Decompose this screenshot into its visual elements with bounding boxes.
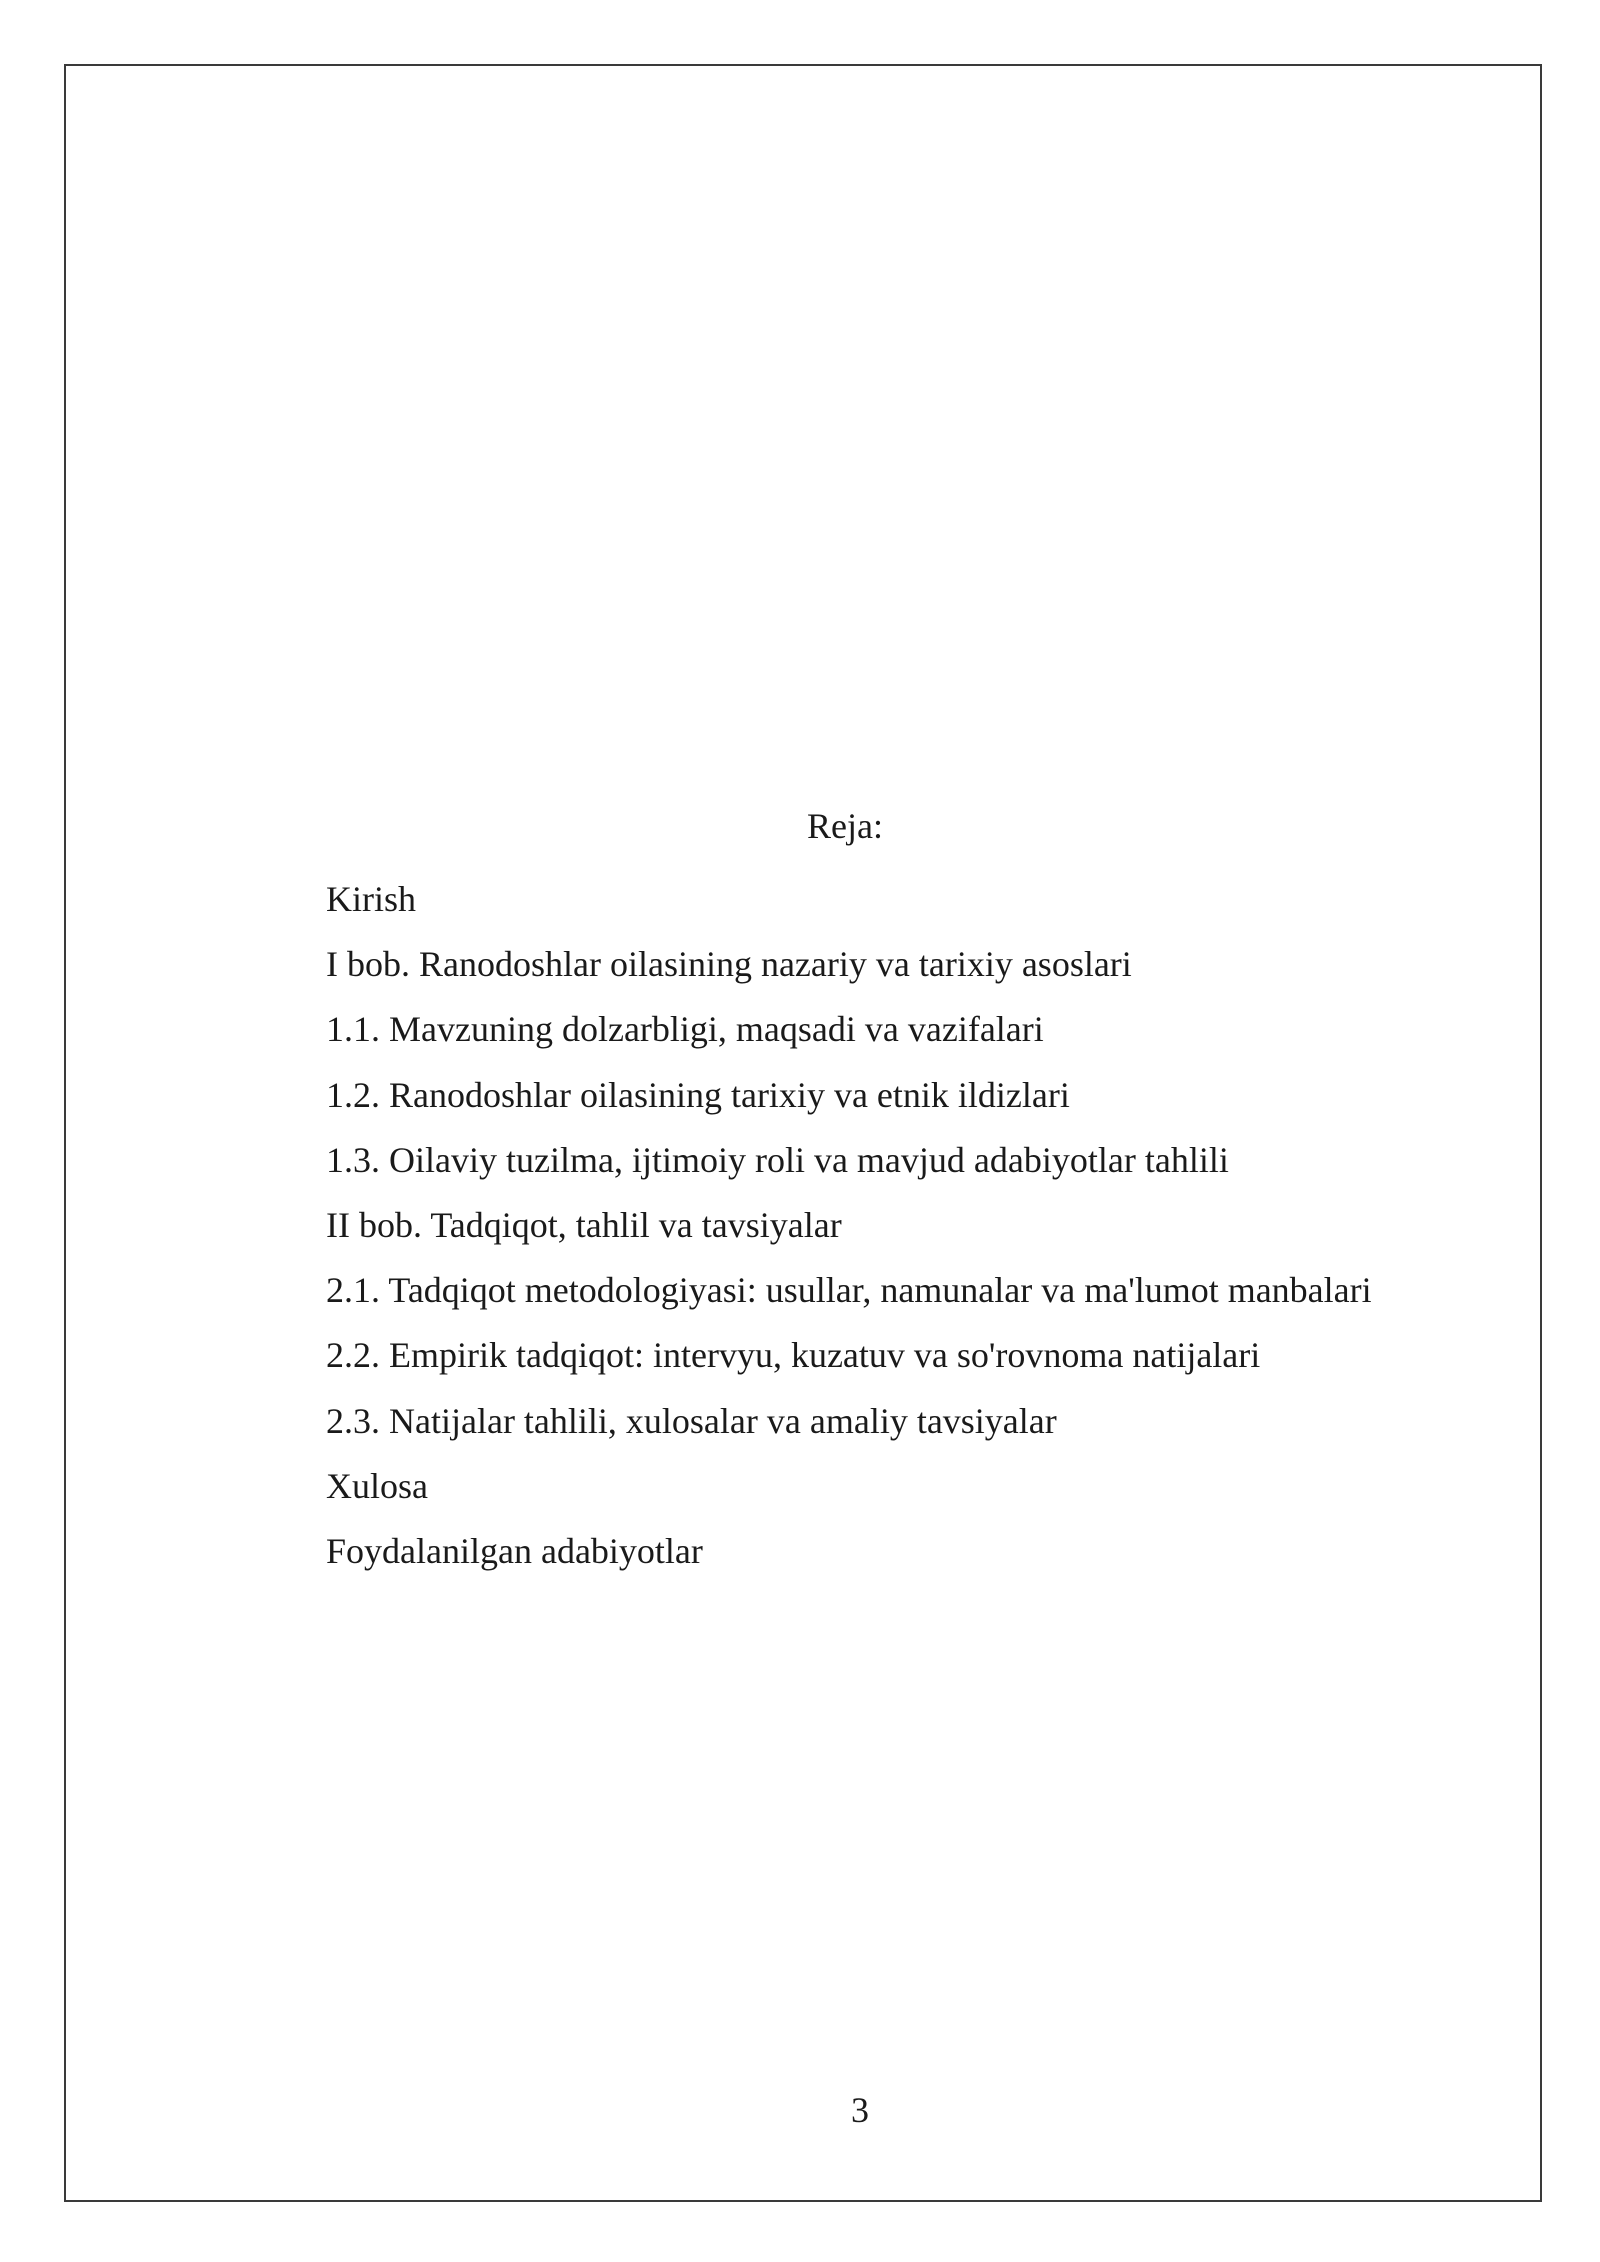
toc-item-references: Foydalanilgan adabiyotlar [326, 1531, 703, 1572]
page-number: 3 [851, 2090, 869, 2130]
toc-item-1-3: 1.3. Oilaviy tuzilma, ijtimoiy roli va mavjud adabiyotlar tahlili [326, 1139, 1229, 1180]
toc-item-1-2: 1.2. Ranodoshlar oilasining tarixiy va etnik ildizlari [326, 1074, 1070, 1115]
toc-item-2-2: 2.2. Empirik tadqiqot: intervyu, kuzatuv va so'rovnoma natijalari [326, 1335, 1261, 1376]
toc-item-1-1: 1.1. Mavzuning dolzarbligi, maqsadi va vazifalari [326, 1009, 1044, 1050]
toc-item-2-1: 2.1. Tadqiqot metodologiyasi: usullar, namunalar va ma'lumot manbalari [326, 1270, 1372, 1311]
plan-title: Reja: [807, 806, 883, 846]
toc-item-2-3: 2.3. Natijalar tahlili, xulosalar va amaliy tavsiyalar [326, 1400, 1057, 1441]
toc-item-conclusion: Xulosa [326, 1465, 428, 1506]
toc-item-chapter-2: II bob. Tadqiqot, tahlil va tavsiyalar [326, 1205, 842, 1246]
toc-item-chapter-1: I bob. Ranodoshlar oilasining nazariy va tarixiy asoslari [326, 944, 1132, 985]
toc-item-introduction: Kirish [326, 879, 416, 919]
table-of-contents [326, 867, 1372, 1584]
